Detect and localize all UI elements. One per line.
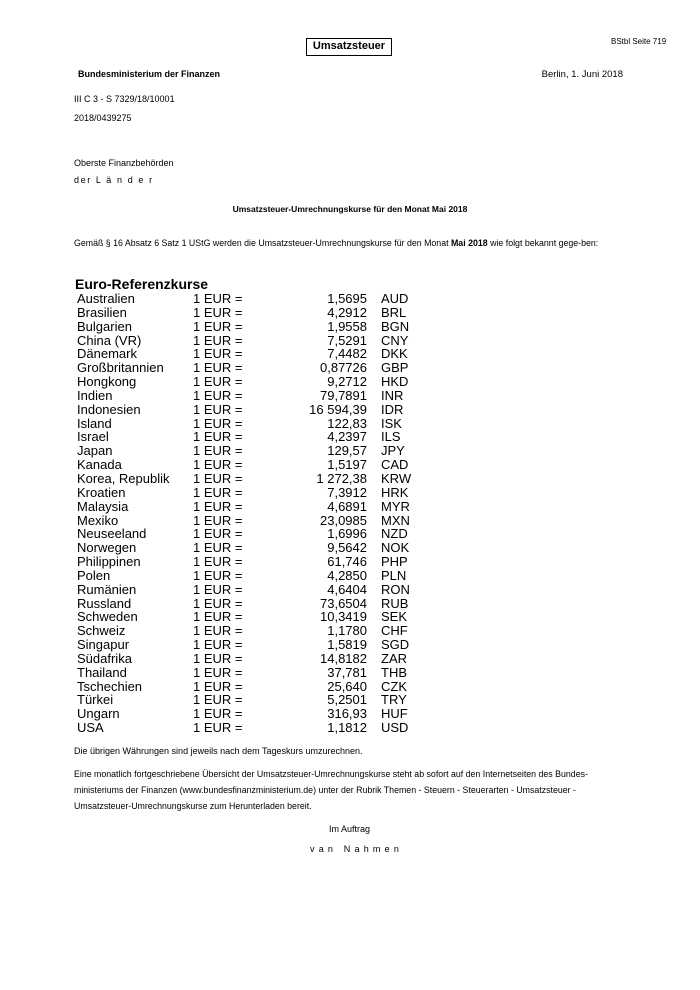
country-cell: Ungarn bbox=[77, 706, 120, 722]
rate-value-cell: 1,6996 bbox=[327, 526, 367, 542]
currency-code-cell: BGN bbox=[381, 318, 410, 334]
table-row bbox=[77, 389, 437, 403]
rate-value-cell: 5,2501 bbox=[327, 692, 367, 708]
currency-code-cell: TRY bbox=[381, 692, 407, 708]
table-row bbox=[77, 500, 437, 514]
currency-code-cell: INR bbox=[381, 387, 404, 403]
rate-value-cell: 1,1812 bbox=[327, 720, 367, 736]
eur-cell: 1 EUR = bbox=[193, 387, 243, 403]
table-row bbox=[77, 444, 437, 458]
rate-value-cell: 25,640 bbox=[327, 678, 367, 694]
date-line: Berlin, 1. Juni 2018 bbox=[541, 69, 623, 80]
currency-code-cell: SGD bbox=[381, 637, 410, 653]
currency-code-cell: RUB bbox=[381, 595, 409, 611]
eur-cell: 1 EUR = bbox=[193, 318, 243, 334]
eur-cell: 1 EUR = bbox=[193, 512, 243, 528]
country-cell: Indien bbox=[77, 387, 113, 403]
table-row bbox=[77, 527, 437, 541]
rate-value-cell: 1,5819 bbox=[327, 637, 367, 653]
table-row bbox=[77, 292, 437, 306]
table-row bbox=[77, 334, 437, 348]
eur-cell: 1 EUR = bbox=[193, 540, 243, 556]
table-title: Euro-Referenzkurse bbox=[75, 276, 209, 292]
country-cell: Norwegen bbox=[77, 540, 137, 556]
country-cell: Indonesien bbox=[77, 401, 141, 417]
eur-cell: 1 EUR = bbox=[193, 484, 243, 500]
other-currencies-note: Die übrigen Währungen sind jeweils nach dem Tageskurs umzurechnen. bbox=[74, 746, 363, 756]
rate-value-cell: 1,9558 bbox=[327, 318, 367, 334]
table-row bbox=[77, 320, 437, 334]
recipient-line-2: der L ä n d e r bbox=[74, 175, 154, 185]
currency-code-cell: SEK bbox=[381, 609, 408, 625]
currency-code-cell: ZAR bbox=[381, 650, 407, 666]
eur-cell: 1 EUR = bbox=[193, 498, 243, 514]
currency-code-cell: AUD bbox=[381, 291, 409, 306]
eur-cell: 1 EUR = bbox=[193, 304, 243, 320]
eur-cell: 1 EUR = bbox=[193, 291, 243, 306]
eur-cell: 1 EUR = bbox=[193, 346, 243, 362]
page-reference: BStbl Seite 719 bbox=[611, 37, 667, 46]
country-cell: Rumänien bbox=[77, 581, 137, 597]
country-cell: Südafrika bbox=[77, 650, 132, 666]
currency-code-cell: MXN bbox=[381, 512, 410, 528]
country-cell: Türkei bbox=[77, 692, 114, 708]
category-stamp: Umsatzsteuer bbox=[306, 38, 392, 56]
table-row bbox=[77, 569, 437, 583]
rate-value-cell: 16 594,39 bbox=[309, 401, 367, 417]
eur-cell: 1 EUR = bbox=[193, 374, 243, 390]
country-cell: Mexiko bbox=[77, 512, 119, 528]
eur-cell: 1 EUR = bbox=[193, 650, 243, 666]
country-cell: Kroatien bbox=[77, 484, 126, 500]
table-row bbox=[77, 707, 437, 721]
rate-value-cell: 10,3419 bbox=[320, 609, 367, 625]
currency-code-cell: RON bbox=[381, 581, 410, 597]
table-row bbox=[77, 693, 437, 707]
table-row bbox=[77, 541, 437, 555]
rate-value-cell: 1 272,38 bbox=[316, 470, 367, 486]
country-cell: USA bbox=[77, 720, 104, 736]
rate-value-cell: 316,93 bbox=[327, 706, 367, 722]
eur-cell: 1 EUR = bbox=[193, 429, 243, 445]
currency-code-cell: THB bbox=[381, 664, 407, 680]
rate-value-cell: 7,5291 bbox=[327, 332, 367, 348]
country-cell: Thailand bbox=[77, 664, 127, 680]
eur-cell: 1 EUR = bbox=[193, 401, 243, 417]
rate-value-cell: 7,3912 bbox=[327, 484, 367, 500]
table-row bbox=[77, 638, 437, 652]
currency-code-cell: HKD bbox=[381, 374, 409, 390]
currency-code-cell: ILS bbox=[381, 429, 401, 445]
rate-value-cell: 129,57 bbox=[327, 443, 367, 459]
intro-month: Mai 2018 bbox=[450, 238, 488, 248]
table-row bbox=[77, 417, 437, 431]
rate-value-cell: 4,2912 bbox=[327, 304, 367, 320]
rate-value-cell: 73,6504 bbox=[320, 595, 367, 611]
currency-code-cell: NZD bbox=[381, 526, 408, 542]
rate-value-cell: 4,2850 bbox=[327, 567, 367, 583]
table-row bbox=[77, 514, 437, 528]
rate-value-cell: 61,746 bbox=[327, 554, 367, 570]
reference-code: III C 3 - S 7329/18/10001 bbox=[74, 94, 175, 104]
country-cell: Russland bbox=[77, 595, 132, 611]
eur-cell: 1 EUR = bbox=[193, 678, 243, 694]
country-cell: Polen bbox=[77, 567, 111, 583]
recipient-line-1: Oberste Finanzbehörden bbox=[74, 158, 174, 168]
rate-value-cell: 7,4482 bbox=[327, 346, 367, 362]
rate-value-cell: 37,781 bbox=[327, 664, 367, 680]
rate-value-cell: 9,5642 bbox=[327, 540, 367, 556]
currency-code-cell: HUF bbox=[381, 706, 408, 722]
country-cell: Großbritannien bbox=[77, 360, 164, 376]
subject-heading: Umsatzsteuer-Umrechnungskurse für den Monat Mai 2018 bbox=[232, 204, 468, 214]
currency-code-cell: BRL bbox=[381, 304, 407, 320]
rate-value-cell: 4,6891 bbox=[327, 498, 367, 514]
table-row bbox=[77, 306, 437, 320]
currency-code-cell: ISK bbox=[381, 415, 402, 431]
currency-code-cell: HRK bbox=[381, 484, 409, 500]
currency-code-cell: PLN bbox=[381, 567, 407, 583]
eur-cell: 1 EUR = bbox=[193, 706, 243, 722]
country-cell: Neuseeland bbox=[77, 526, 147, 542]
eur-cell: 1 EUR = bbox=[193, 637, 243, 653]
country-cell: Australien bbox=[77, 291, 135, 306]
table-row bbox=[77, 486, 437, 500]
currency-code-cell: CZK bbox=[381, 678, 407, 694]
table-row bbox=[77, 555, 437, 569]
country-cell: Brasilien bbox=[77, 304, 127, 320]
table-row bbox=[77, 430, 437, 444]
eur-cell: 1 EUR = bbox=[193, 332, 243, 348]
exchange-rate-table bbox=[77, 292, 437, 735]
table-row bbox=[77, 666, 437, 680]
eur-cell: 1 EUR = bbox=[193, 595, 243, 611]
rate-value-cell: 79,7891 bbox=[320, 387, 367, 403]
table-row bbox=[77, 403, 437, 417]
rate-value-cell: 1,1780 bbox=[327, 623, 367, 639]
country-cell: Singapur bbox=[77, 637, 130, 653]
eur-cell: 1 EUR = bbox=[193, 609, 243, 625]
rate-value-cell: 23,0985 bbox=[320, 512, 367, 528]
rate-value-cell: 14,8182 bbox=[320, 650, 367, 666]
table-row bbox=[77, 375, 437, 389]
country-cell: Malaysia bbox=[77, 498, 129, 514]
country-cell: Hongkong bbox=[77, 374, 137, 390]
eur-cell: 1 EUR = bbox=[193, 443, 243, 459]
ministry-name: Bundesministerium der Finanzen bbox=[78, 69, 221, 79]
table-row bbox=[77, 680, 437, 694]
country-cell: Korea, Republik bbox=[77, 470, 170, 486]
currency-code-cell: GBP bbox=[381, 360, 409, 376]
eur-cell: 1 EUR = bbox=[193, 457, 243, 473]
rate-value-cell: 4,2397 bbox=[327, 429, 367, 445]
table-row bbox=[77, 624, 437, 638]
rate-value-cell: 1,5695 bbox=[327, 291, 367, 306]
currency-code-cell: PHP bbox=[381, 554, 408, 570]
rate-value-cell: 1,5197 bbox=[327, 457, 367, 473]
currency-code-cell: CHF bbox=[381, 623, 408, 639]
rate-value-cell: 9,2712 bbox=[327, 374, 367, 390]
country-cell: Japan bbox=[77, 443, 113, 459]
eur-cell: 1 EUR = bbox=[193, 567, 243, 583]
document-number: 2018/0439275 bbox=[74, 113, 132, 123]
eur-cell: 1 EUR = bbox=[193, 470, 243, 486]
eur-cell: 1 EUR = bbox=[193, 526, 243, 542]
eur-cell: 1 EUR = bbox=[193, 581, 243, 597]
currency-code-cell: CNY bbox=[381, 332, 409, 348]
currency-code-cell: CAD bbox=[381, 457, 409, 473]
country-cell: Bulgarien bbox=[77, 318, 132, 334]
intro-text-before: Gemäß § 16 Absatz 6 Satz 1 UStG werden die Umsatzsteuer-Umrechnungskurse für den Monat bbox=[74, 238, 451, 248]
country-cell: Israel bbox=[77, 429, 109, 445]
signature-name: van Nahmen bbox=[310, 844, 404, 854]
table-row bbox=[77, 472, 437, 486]
eur-cell: 1 EUR = bbox=[193, 554, 243, 570]
country-cell: Philippinen bbox=[77, 554, 141, 570]
table-row bbox=[77, 610, 437, 624]
currency-code-cell: NOK bbox=[381, 540, 410, 556]
country-cell: Tschechien bbox=[77, 678, 143, 694]
currency-code-cell: DKK bbox=[381, 346, 408, 362]
table-row bbox=[77, 583, 437, 597]
overview-note: Eine monatlich fortgeschriebene Übersicht der Umsatzsteuer-Umrechnungskurse steht ab sofort auf den Internetseiten des Bundes-ministeriums der Finanzen (www.bundesfinanzministerium.de) unter der Rubrik Themen - Steuern - Steuerarten - Umsatzsteuer - Umsatzsteuer-Umrechnungskurse zum Herunterladen bereit. bbox=[74, 769, 588, 811]
table-row bbox=[77, 361, 437, 375]
rate-value-cell: 122,83 bbox=[327, 415, 367, 431]
currency-code-cell: USD bbox=[381, 720, 409, 736]
currency-code-cell: IDR bbox=[381, 401, 404, 417]
currency-code-cell: JPY bbox=[381, 443, 405, 459]
eur-cell: 1 EUR = bbox=[193, 360, 243, 376]
intro-paragraph bbox=[74, 235, 627, 251]
currency-code-cell: KRW bbox=[381, 470, 412, 486]
country-cell: China (VR) bbox=[77, 332, 142, 348]
table-row bbox=[77, 721, 437, 735]
table-row bbox=[77, 597, 437, 611]
currency-code-cell: MYR bbox=[381, 498, 410, 514]
country-cell: Kanada bbox=[77, 457, 122, 473]
country-cell: Schweden bbox=[77, 609, 138, 625]
table-row bbox=[77, 458, 437, 472]
intro-text-after: wie folgt bekannt gege-ben: bbox=[487, 238, 599, 248]
table-row bbox=[77, 347, 437, 361]
eur-cell: 1 EUR = bbox=[193, 692, 243, 708]
eur-cell: 1 EUR = bbox=[193, 720, 243, 736]
eur-cell: 1 EUR = bbox=[193, 415, 243, 431]
table-row bbox=[77, 652, 437, 666]
country-cell: Island bbox=[77, 415, 112, 431]
signature-prefix: Im Auftrag bbox=[329, 824, 371, 834]
rate-value-cell: 4,6404 bbox=[327, 581, 367, 597]
eur-cell: 1 EUR = bbox=[193, 664, 243, 680]
rate-value-cell: 0,87726 bbox=[320, 360, 367, 376]
country-cell: Schweiz bbox=[77, 623, 126, 639]
country-cell: Dänemark bbox=[77, 346, 137, 362]
eur-cell: 1 EUR = bbox=[193, 623, 243, 639]
